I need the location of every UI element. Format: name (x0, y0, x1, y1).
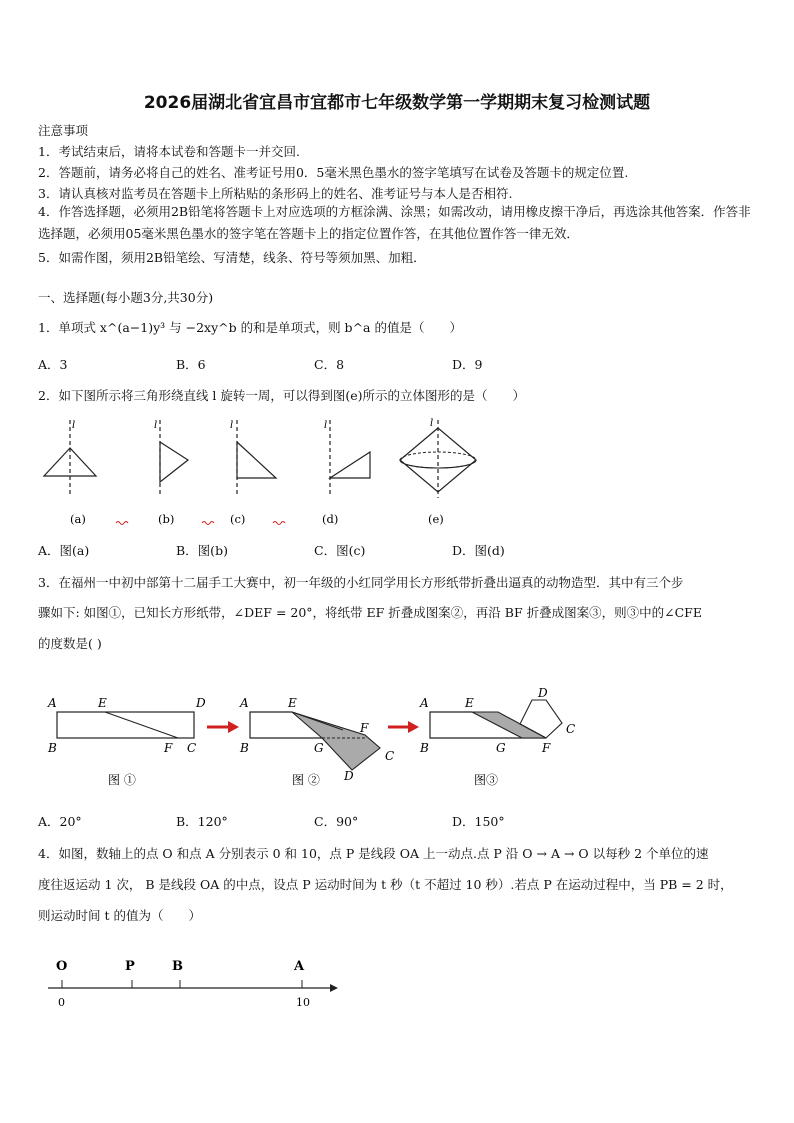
tick-10: 10 (296, 996, 310, 1009)
caption-e: (e) (428, 512, 444, 526)
point-f: F (164, 741, 173, 755)
number-line (0, 950, 794, 1020)
question-3-options (38, 812, 758, 830)
caption-d: (d) (322, 512, 339, 526)
wavy-mark (273, 522, 285, 525)
caption-c: (c) (230, 512, 246, 526)
notice-item-1: 1．考试结束后，请将本试卷和答题卡一并交回. (38, 144, 300, 159)
fig-caption-2: 图 ② (292, 773, 320, 787)
notice-item-4: 4．作答选择题，必须用2B铅笔将答题卡上对应选项的方框涂满、涂黑；如需改动，请用橡皮擦干净后，再选涂其他答案．作答非选择题，必须用05毫米黑色墨水的签字笔在答题卡上的指定位置作答，在其他位置作答一律无效． (38, 204, 751, 241)
notice-item-3: 3．请认真核对监考员在答题卡上所粘贴的条形码上的姓名、准考证号与本人是否相符. (38, 186, 513, 201)
point-a: A (48, 696, 57, 710)
question-2-options (38, 541, 758, 559)
caption-a: (a) (70, 512, 86, 526)
point-c: C (385, 749, 395, 763)
axis-label-c: l (230, 420, 234, 431)
figure-d (324, 420, 370, 495)
point-d: D (344, 769, 354, 783)
point-d: D (196, 696, 206, 710)
figure-a (44, 420, 96, 495)
figure-e (400, 418, 476, 498)
wavy-mark (202, 522, 214, 525)
notice-heading: 注意事项 (38, 123, 89, 138)
point-f: F (542, 741, 551, 755)
figure-b (154, 420, 188, 495)
point-a: A (420, 696, 429, 710)
notice-item-2: 2．答题前，请务必将自己的姓名、准考证号用0．5毫米黑色墨水的签字笔填写在试卷及答题卡的规定位置. (38, 165, 629, 180)
q2-option-c[interactable]: C．图(c) (314, 543, 366, 558)
point-c: C (187, 741, 197, 755)
point-e: E (465, 696, 474, 710)
notice-item-5: 5．如需作图，须用2B铅笔绘、写清楚，线条、符号等须加黑、加粗． (38, 250, 426, 265)
axis-label-d: l (324, 420, 328, 431)
point-e: E (288, 696, 297, 710)
question-4-line-2: 度往返运动 1 次， B 是线段 OA 的中点，设点 P 运动时间为 t 秒（t 不超过 10 秒）.若点 P 在运动过程中，当 PB = 2 时， (38, 877, 733, 892)
point-g: G (314, 741, 324, 755)
q3-option-b[interactable]: B．120° (176, 814, 228, 829)
q3-option-c[interactable]: C．90° (314, 814, 359, 829)
q2-option-d[interactable]: D．图(d) (452, 543, 505, 558)
axis-label-e: l (430, 418, 434, 429)
label-o: O (56, 959, 68, 974)
page-title: 2026届湖北省宜昌市宜都市七年级数学第一学期期末复习检测试题 (143, 93, 651, 113)
fig-caption-1: 图 ① (108, 773, 136, 787)
question-3-line-2: 骤如下: 如图①，已知长方形纸带，∠DEF = 20°，将纸带 EF 折叠成图案②，再沿 BF 折叠成图案③，则③中的∠CFE (38, 605, 702, 620)
q1-option-b[interactable]: B．6 (176, 357, 206, 372)
section-heading: 一、选择题(每小题3分,共30分) (38, 290, 214, 305)
arrow-icon (207, 721, 239, 733)
point-f: F (360, 721, 369, 735)
caption-b: (b) (158, 512, 175, 526)
q2-option-b[interactable]: B．图(b) (176, 543, 228, 558)
point-g: G (496, 741, 506, 755)
fold-figure-3 (419, 686, 575, 787)
axis-label-a: l (72, 420, 76, 431)
wavy-mark (116, 522, 128, 525)
label-p: P (125, 959, 135, 974)
question-3-line-1: 3．在福州一中初中部第十二届手工大赛中，初一年级的小红同学用长方形纸带折叠出逼真的动物造型．其中有三个步 (38, 575, 684, 590)
fold-figure-1 (47, 696, 206, 787)
q1-option-c[interactable]: C．8 (314, 357, 345, 372)
point-b: B (240, 741, 249, 755)
point-d: D (538, 686, 548, 700)
tick-0: 0 (58, 996, 65, 1009)
point-c: C (566, 722, 576, 736)
axis-label-b: l (154, 420, 158, 431)
point-b: B (420, 741, 429, 755)
q3-option-a[interactable]: A．20° (38, 814, 82, 829)
question-3-line-3: 的度数是( ) (38, 636, 102, 651)
q1-option-d[interactable]: D．9 (452, 357, 483, 372)
point-a: A (240, 696, 249, 710)
point-b: B (48, 741, 57, 755)
q2-option-a[interactable]: A．图(a) (38, 543, 90, 558)
question-1-options (38, 355, 758, 373)
label-b: B (172, 959, 183, 974)
question-2-figures (0, 410, 794, 535)
question-4-line-3: 则运动时间 t 的值为（ ） (38, 908, 201, 923)
question-1-text: 1．单项式 x^(a−1)y³ 与 −2xy^b 的和是单项式，则 b^a 的值是（ ） (38, 320, 462, 335)
label-a: A (294, 959, 305, 974)
point-e: E (98, 696, 107, 710)
fold-figure-2 (239, 696, 394, 787)
question-3-figures (0, 680, 794, 790)
arrow-right-icon (330, 984, 338, 992)
arrow-icon (388, 721, 419, 733)
figure-c (230, 420, 276, 495)
fig-caption-3: 图③ (474, 773, 499, 787)
question-2-text: 2．如下图所示将三角形绕直线 l 旋转一周，可以得到图(e)所示的立体图形的是（ ） (38, 388, 526, 403)
question-4-line-1: 4．如图，数轴上的点 O 和点 A 分别表示 0 和 10，点 P 是线段 OA 上一动点.点 P 沿 O → A → O 以每秒 2 个单位的速 (38, 846, 709, 861)
q1-option-a[interactable]: A．3 (38, 357, 68, 372)
q3-option-d[interactable]: D．150° (452, 814, 505, 829)
